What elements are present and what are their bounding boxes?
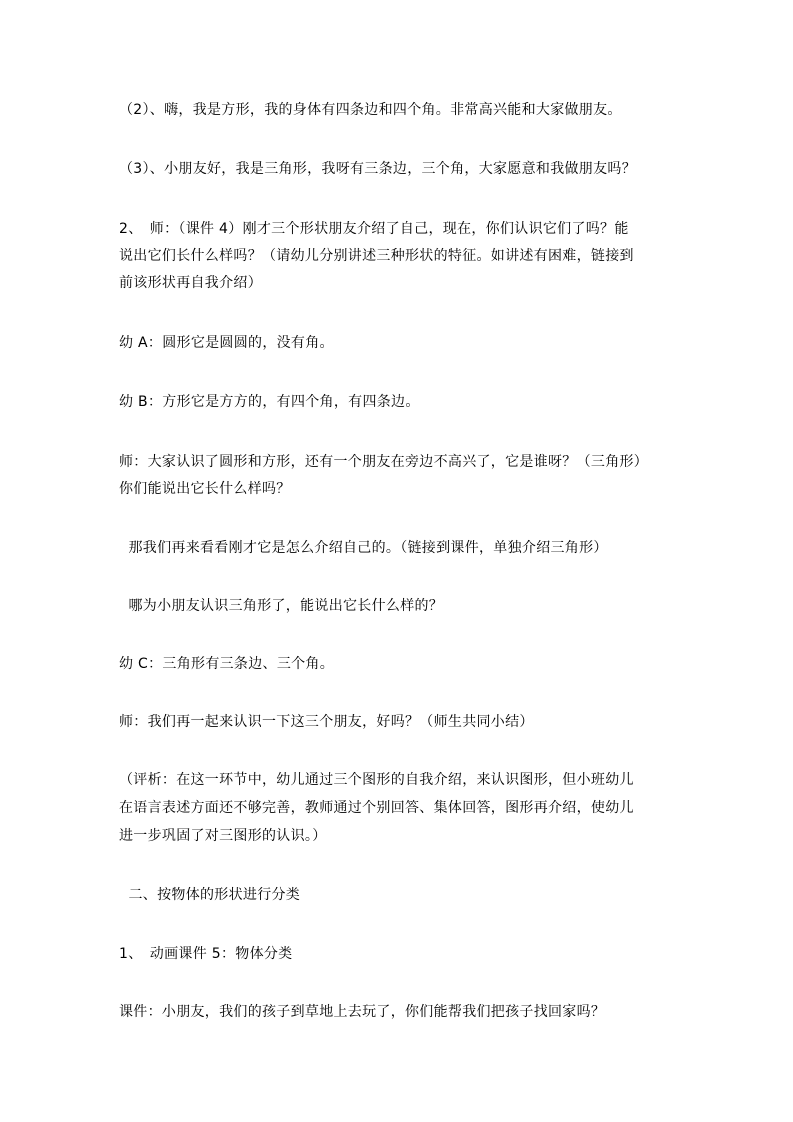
paragraph-line: 你们能说出它长什么样吗？: [119, 481, 291, 497]
paragraph-line: 师：我们再一起来认识一下这三个朋友，好吗？（师生共同小结）: [119, 714, 534, 730]
paragraph-line: 前该形状再自我介绍）: [119, 275, 262, 291]
paragraph-line: 幼 C：三角形有三条边、三个角。: [119, 656, 335, 672]
section-heading: 二、按物体的形状进行分类: [119, 887, 301, 903]
paragraph-line: 进一步巩固了对三图形的认识。）: [119, 828, 327, 844]
paragraph-line: 幼 B：方形它是方方的，有四个角，有四条边。: [119, 394, 420, 410]
paragraph-line: （2）、嗨，我是方形，我的身体有四条边和四个角。非常高兴能和大家做朋友。: [119, 102, 622, 118]
paragraph-line: 师：大家认识了圆形和方形，还有一个朋友在旁边不高兴了，它是谁呀？（三角形）: [119, 454, 649, 470]
paragraph-line: 2、 师：（课件 4）刚才三个形状朋友介绍了自己，现在，你们认识它们了吗？能: [119, 221, 629, 237]
paragraph-line: 哪为小朋友认识三角形了，能说出它长什么样的？: [119, 598, 444, 614]
paragraph-line: 1、 动画课件 5：物体分类: [119, 946, 293, 962]
paragraph-line: （评析：在这一环节中，幼儿通过三个图形的自我介绍，来认识图形，但小班幼儿: [119, 772, 634, 788]
paragraph-line: 课件：小朋友，我们的孩子到草地上去玩了，你们能帮我们把孩子找回家吗？: [119, 1004, 606, 1020]
paragraph-line: （3）、小朋友好，我是三角形，我呀有三条边，三个角，大家愿意和我做朋友吗？: [119, 161, 637, 177]
paragraph-line: 幼 A：圆形它是圆圆的，没有角。: [119, 335, 334, 351]
paragraph-line: 说出它们长什么样吗？（请幼儿分别讲述三种形状的特征。如讲述有困难，链接到: [119, 248, 634, 264]
paragraph-line: 在语言表述方面还不够完善，教师通过个别回答、集体回答，图形再介绍，使幼儿: [119, 800, 634, 816]
paragraph-line: 那我们再来看看刚才它是怎么介绍自己的。（链接到课件，单独介绍三角形）: [119, 540, 608, 556]
